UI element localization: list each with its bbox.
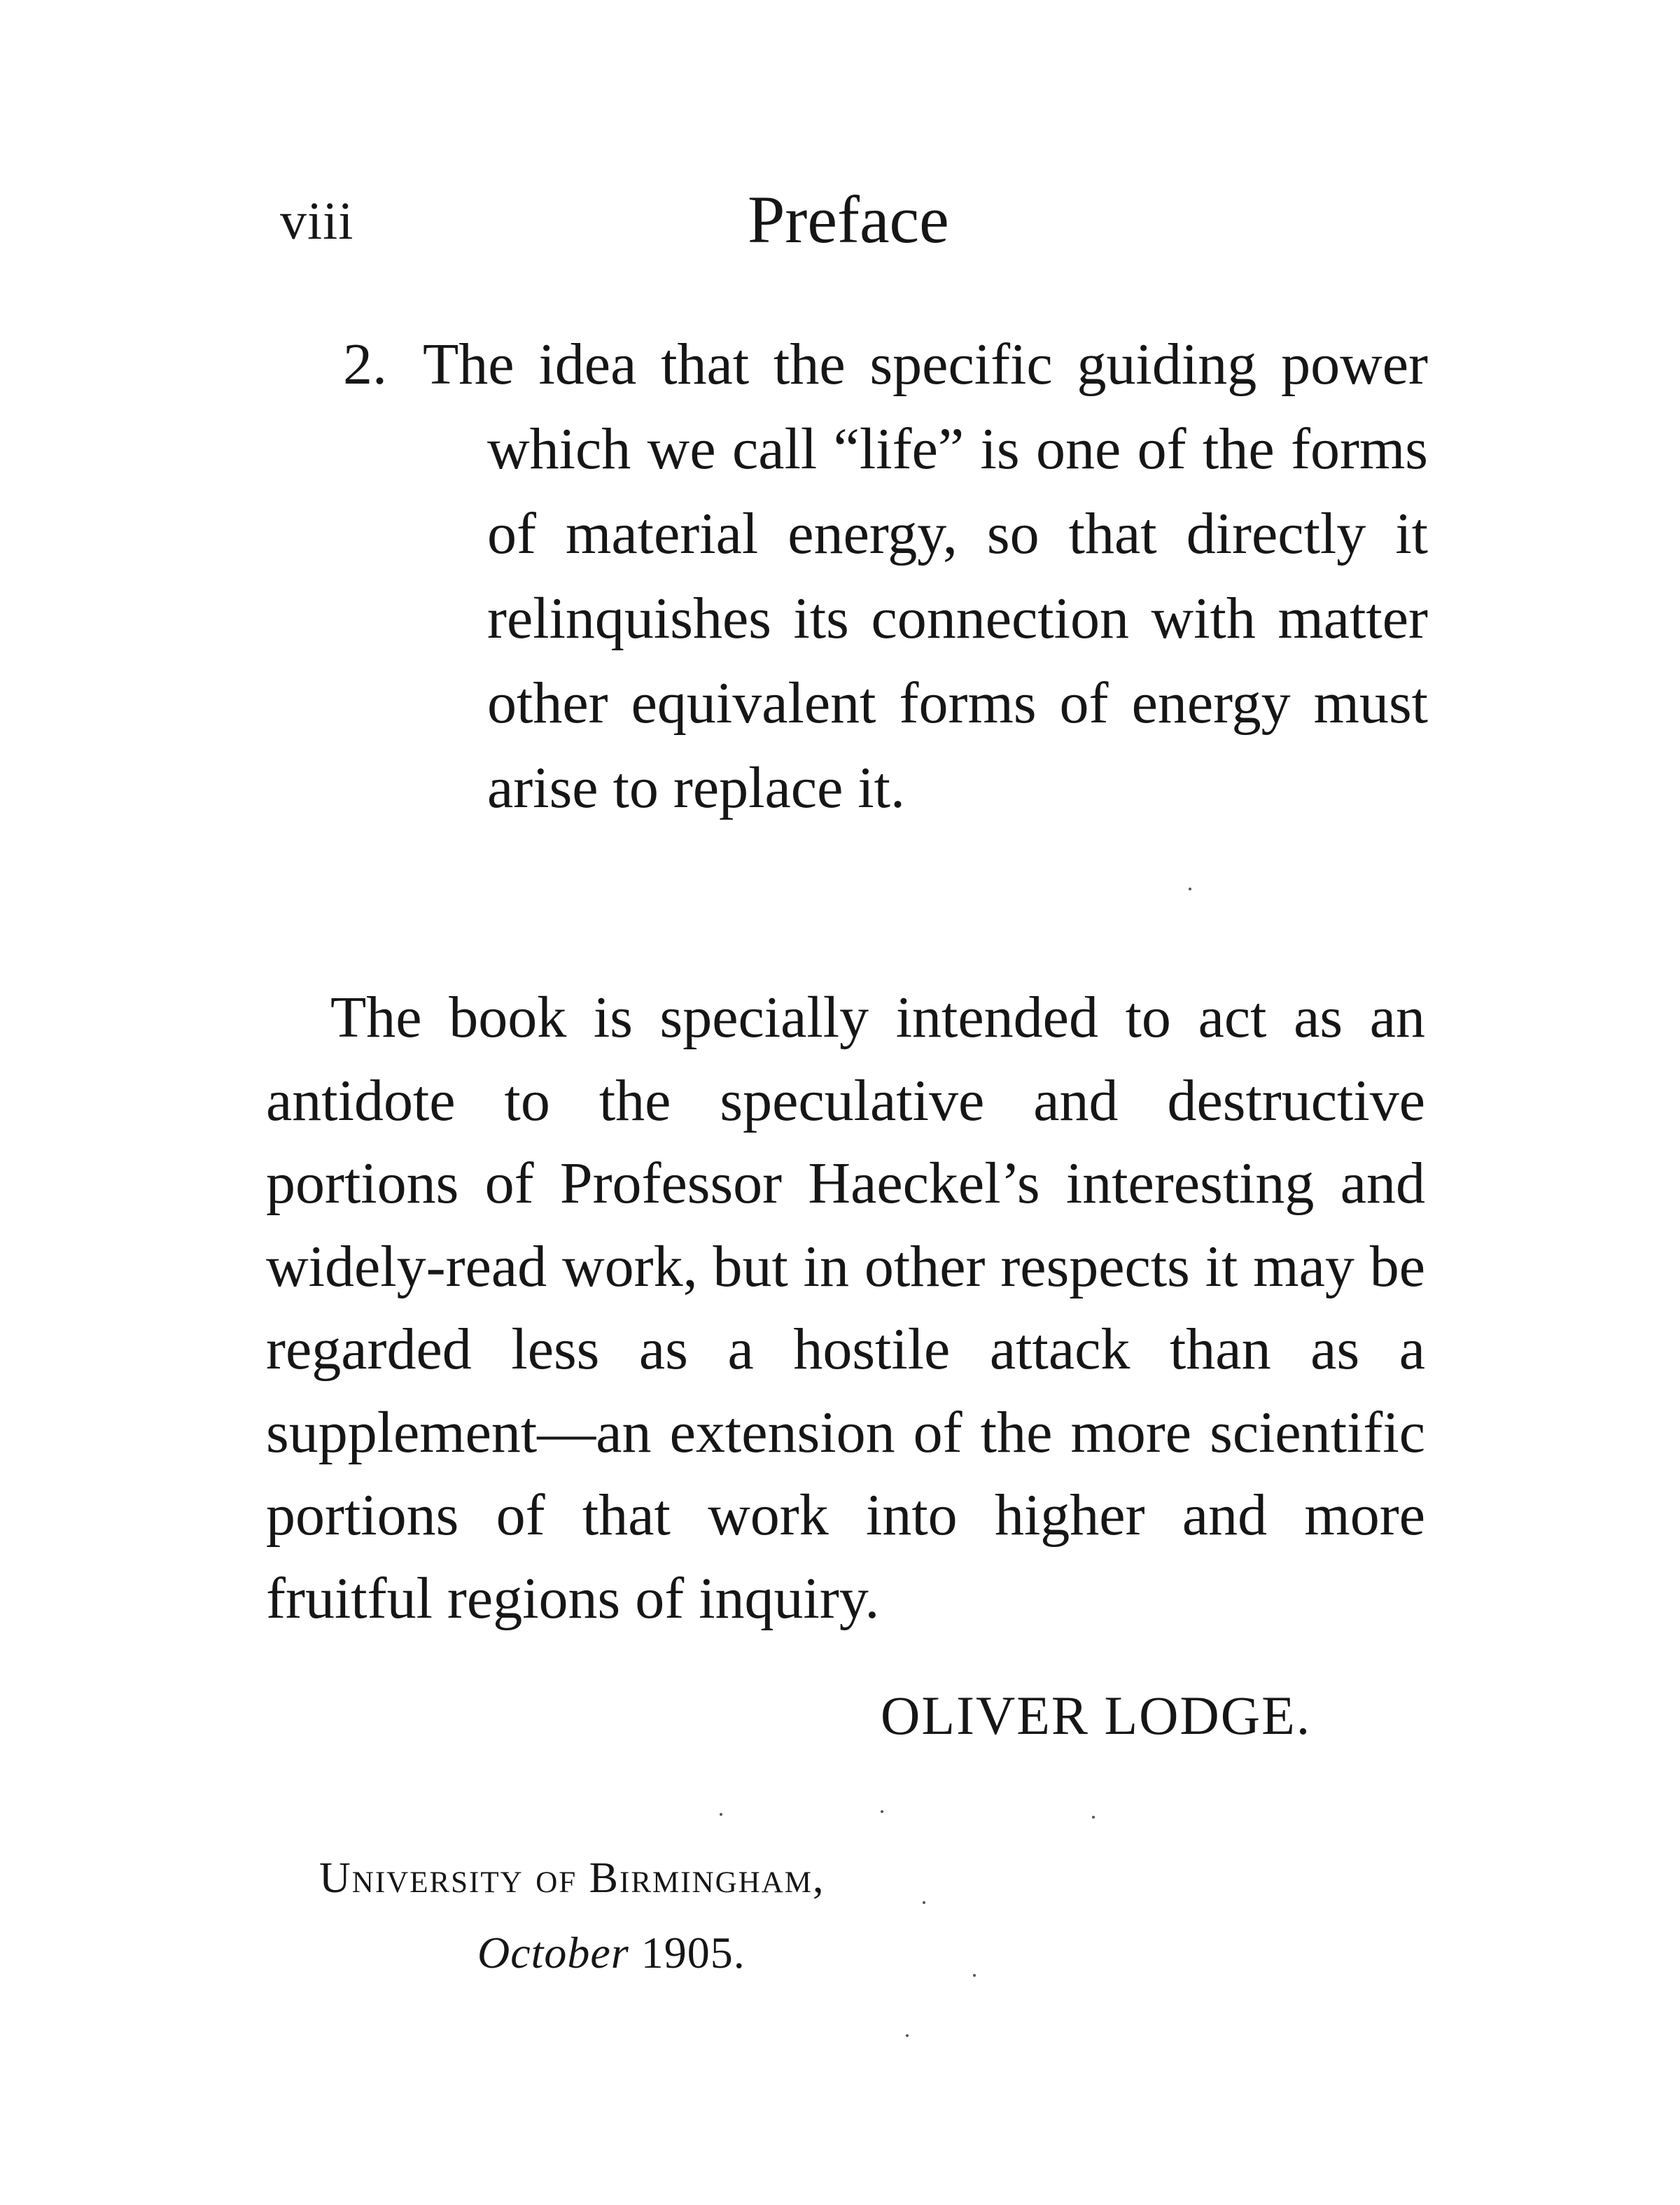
- item-body-text: power which we call “life” is one of the forms of material energy, so that directly it relinquishes its connection with matter other equivalent forms of energy must arise to replace it.: [487, 332, 1428, 820]
- dateline-month: October: [477, 1928, 629, 1977]
- author-signature: OLIVER LODGE.: [881, 1685, 1312, 1746]
- print-speck: [1189, 888, 1191, 890]
- page-title: Preface: [748, 182, 949, 257]
- numbered-item: [343, 322, 1428, 830]
- item-number: 2.: [343, 332, 387, 397]
- print-speck: [973, 1974, 976, 1977]
- page-number: viii: [280, 192, 354, 251]
- dateline-place: University of Birmingham,: [319, 1854, 825, 1902]
- body-paragraph: The book is specially intended to act as an antidote to the speculative and destructive portions of Professor Haeckel’s interesting and widely-read work, but in other respects it may be regarded less as a hostile attack than as a supplement—an extension of the more scientific portions of that work into higher and more fruitful regions of inquiry.: [266, 985, 1425, 1631]
- print-speck: [923, 1901, 925, 1904]
- print-speck: [881, 1810, 883, 1813]
- print-speck: [720, 1813, 722, 1816]
- print-speck: [906, 2034, 909, 2037]
- dateline-date: [477, 1926, 746, 1980]
- dateline-year: 1905.: [640, 1928, 746, 1977]
- item-text: [423, 322, 1428, 830]
- item-lead-text: The idea that the specific guiding: [423, 332, 1257, 397]
- print-speck: [1092, 1816, 1095, 1819]
- running-head: [0, 175, 1680, 273]
